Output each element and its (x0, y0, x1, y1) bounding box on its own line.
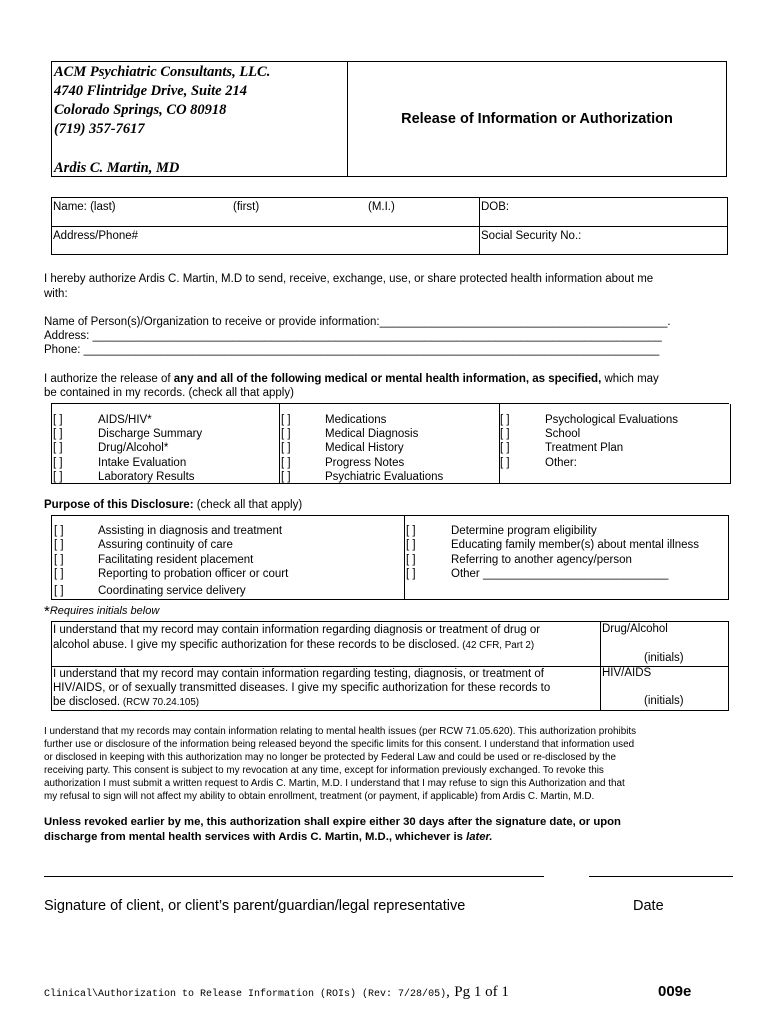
signature-label: Signature of client, or client’s parent/guardian/legal representative (44, 898, 466, 914)
patient-info-grid (51, 197, 728, 255)
checkbox[interactable]: [ ] (281, 442, 291, 454)
regulation-citation: (RCW 70.24.105) (120, 697, 200, 708)
recipient-phone-field[interactable]: Phone: __________________________________________________________________________________________ (44, 344, 660, 356)
record-label: Psychological Evaluations (545, 414, 678, 426)
record-label: School (545, 428, 581, 440)
checkbox[interactable]: [ ] (406, 525, 416, 537)
address-phone-field[interactable]: Address/Phone# (53, 230, 139, 242)
page-number: Pg 1 of 1 (454, 984, 509, 1000)
checkbox[interactable]: [ ] (53, 428, 63, 440)
consent-line: further use or disclosure of the information being released beyond the specific limits for this consent. I understand that information used (44, 738, 635, 750)
hiv-aids-statement-cont: HIV/AIDS, or of sexually transmitted diseases. I give my specific authorization for these records to (53, 682, 551, 694)
expiry-emphasis: later. (466, 831, 493, 843)
hiv-aids-statement: I understand that my record may contain information regarding testing, diagnosis, or treatment of (53, 668, 544, 680)
release-emphasis: any and all of the following medical or mental health information, as specified, (173, 373, 602, 385)
record-label: Medical Diagnosis (325, 428, 419, 440)
checkbox[interactable]: [ ] (406, 554, 416, 566)
purpose-label: Other _____________________________ (451, 568, 669, 580)
name-last-field[interactable]: Name: (last) (53, 201, 116, 213)
record-label: Drug/Alcohol* (98, 442, 169, 454)
checkbox[interactable]: [ ] (406, 568, 416, 580)
consent-line: or disclosed in keeping with this authorization may no longer be protected by Federal Law and could be used or re-disclosed by the (44, 751, 616, 763)
release-text: I authorize the release of (44, 373, 174, 385)
record-label: AIDS/HIV* (98, 414, 152, 426)
form-path: Clinical\Authorization to Release Information (ROIs) (Rev: 7/28/05) (44, 989, 447, 1000)
checkbox[interactable]: [ ] (500, 442, 510, 454)
hiv-aids-initials-field[interactable]: (initials) (644, 695, 684, 707)
record-label: Treatment Plan (545, 442, 624, 454)
checkbox[interactable]: [ ] (54, 585, 64, 597)
statement-text: be disclosed. (53, 696, 121, 708)
practice-phone: (719) 357-7617 (54, 121, 145, 137)
asterisk: * (44, 603, 50, 620)
dob-field[interactable]: DOB: (481, 201, 510, 213)
purpose-label: Reporting to probation officer or court (98, 568, 289, 580)
record-label: Progress Notes (325, 457, 405, 469)
checkbox[interactable]: [ ] (281, 457, 291, 469)
form-code: 009e (658, 983, 692, 1000)
checkbox[interactable]: [ ] (53, 442, 63, 454)
release-statement (44, 372, 659, 387)
checkbox[interactable]: [ ] (281, 471, 291, 483)
consent-line: receiving party. This consent is subject to my revocation at any time, except for information previously exchanged. To revoke this (44, 764, 604, 776)
records-checklist (51, 403, 729, 482)
practice-street: 4740 Flintridge Drive, Suite 214 (54, 83, 247, 99)
name-first-field[interactable]: (first) (233, 201, 260, 213)
checkbox[interactable]: [ ] (54, 554, 64, 566)
authorize-statement-cont: with: (44, 288, 68, 300)
practice-info (52, 62, 348, 176)
date-label: Date (633, 898, 664, 914)
initials-table (51, 621, 729, 711)
checkbox[interactable]: [ ] (500, 428, 510, 440)
purpose-label: Facilitating resident placement (98, 554, 254, 566)
purpose-divider (404, 516, 405, 599)
purpose-heading (44, 498, 302, 513)
expiry-line: Unless revoked earlier by me, this authorization shall expire either 30 days after the signature date, or upon (44, 816, 621, 828)
ssn-field[interactable]: Social Security No.: (481, 230, 582, 242)
authorize-statement: I hereby authorize Ardis C. Martin, M.D to send, receive, exchange, use, or share protected health information about me (44, 273, 654, 285)
checkbox[interactable]: [ ] (53, 414, 63, 426)
purpose-label: Assuring continuity of care (98, 539, 233, 551)
expiry-text: discharge from mental health services with Ardis C. Martin, M.D., whichever is (44, 831, 467, 843)
checkbox[interactable]: [ ] (53, 471, 63, 483)
checkbox[interactable]: [ ] (500, 414, 510, 426)
purpose-label: Determine program eligibility (451, 525, 597, 537)
regulation-citation: (42 CFR, Part 2) (459, 640, 535, 651)
hiv-aids-statement-end (53, 695, 599, 710)
checkbox[interactable]: [ ] (281, 428, 291, 440)
purpose-label: Educating family member(s) about mental illness (451, 539, 699, 551)
consent-line: I understand that my records may contain information relating to mental health issues (per RCW 71.05.620). This authorization prohibits (44, 726, 637, 737)
name-mi-field[interactable]: (M.I.) (368, 201, 395, 213)
record-label: Intake Evaluation (98, 457, 187, 469)
purpose-checklist (51, 515, 729, 600)
footer-separator: , (446, 984, 450, 1000)
checkbox[interactable]: [ ] (54, 568, 64, 580)
statement-text: alcohol abuse. I give my specific authorization for these records to be disclosed. (53, 639, 460, 651)
initials-note-text: Requires initials below (49, 605, 160, 617)
purpose-heading-rest: (check all that apply) (193, 499, 303, 511)
record-label: Medical History (325, 442, 404, 454)
drug-alcohol-statement-cont (53, 638, 599, 653)
form-title: Release of Information or Authorization (401, 111, 673, 127)
date-line[interactable] (589, 876, 733, 877)
hiv-aids-label: HIV/AIDS (602, 667, 652, 679)
release-instructions: be contained in my records. (check all that apply) (44, 387, 294, 399)
checkbox[interactable]: [ ] (281, 414, 291, 426)
checkbox[interactable]: [ ] (500, 457, 510, 469)
practice-name: ACM Psychiatric Consultants, LLC. (54, 64, 271, 80)
initials-note (44, 601, 159, 618)
drug-alcohol-initials-field[interactable]: (initials) (644, 652, 684, 664)
signature-line[interactable] (44, 876, 544, 877)
record-label: Discharge Summary (98, 428, 203, 440)
checkbox[interactable]: [ ] (54, 539, 64, 551)
consent-line: authorization I must submit a written request to Ardis C. Martin, M.D. I understand that I may refuse to sign this Authorization and that (44, 777, 625, 789)
release-text-end: which may (601, 373, 659, 385)
letterhead-box (51, 61, 727, 177)
checkbox[interactable]: [ ] (54, 525, 64, 537)
purpose-label: Coordinating service delivery (98, 585, 246, 597)
doctor-name: Ardis C. Martin, MD (54, 160, 180, 176)
purpose-heading-bold: Purpose of this Disclosure: (44, 499, 194, 511)
recipient-name-field[interactable]: Name of Person(s)/Organization to receive or provide information:_____________________________________________. (44, 316, 671, 328)
expiry-line (44, 830, 621, 845)
consent-line: my refusal to sign will not affect my ability to obtain enrollment, treatment (or payment, if applicable) from Ardis C. Martin, M.D. (44, 790, 595, 802)
record-label: Other: (545, 457, 577, 469)
practice-city: Colorado Springs, CO 80918 (54, 102, 227, 118)
record-label: Psychiatric Evaluations (325, 471, 444, 483)
checkbox[interactable]: [ ] (53, 457, 63, 469)
drug-alcohol-statement: I understand that my record may contain information regarding diagnosis or treatment of drug or (53, 624, 541, 636)
recipient-address-field[interactable]: Address: _________________________________________________________________________________________ (44, 330, 662, 342)
purpose-label: Assisting in diagnosis and treatment (98, 525, 283, 537)
purpose-label: Referring to another agency/person (451, 554, 632, 566)
footer-reference (44, 983, 509, 1001)
drug-alcohol-label: Drug/Alcohol (602, 623, 668, 635)
record-label: Laboratory Results (98, 471, 195, 483)
checkbox[interactable]: [ ] (406, 539, 416, 551)
expiry-statement (44, 815, 621, 845)
consent-paragraph (44, 726, 636, 803)
record-label: Medications (325, 414, 387, 426)
grid-divider (52, 226, 727, 227)
